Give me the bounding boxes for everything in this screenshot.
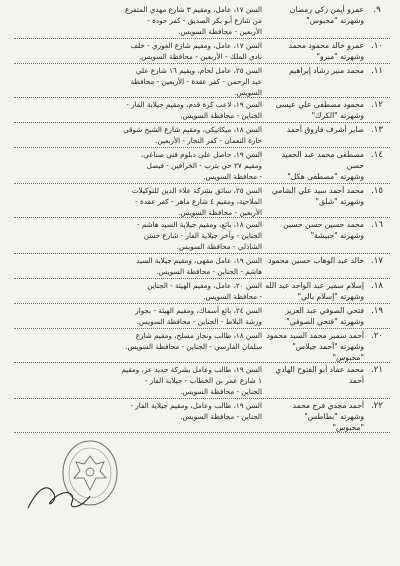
defendant-name: خالد عبد الوهاب حسين محمود xyxy=(268,256,364,265)
defendant-details: السن ١٧، عامل، ومقيم ٣ شارع مهدي المتفرع من شارع أبو بكر الصديق - كفر حودة - الأربعين - محافظة السويس. xyxy=(125,5,262,36)
row-number: ٢١. xyxy=(371,365,383,375)
defendant-details: السن ٢٤، بائع أسماك، ومقيم الهيئة - بجوار ورشة البلاط - الجناين - محافظة السويس. xyxy=(135,306,262,326)
row-number: ١٧. xyxy=(371,256,383,266)
defendant-name: محمد عماد أبو الفتوح الهادي أحمد xyxy=(275,365,364,385)
defendant-name: عمرو خالد محمود محمد وشهرته "ميرو" xyxy=(288,41,364,61)
row-divider xyxy=(14,303,390,304)
defendant-row xyxy=(14,99,390,124)
row-divider xyxy=(14,38,390,39)
row-number: ١٢. xyxy=(371,100,383,110)
defendant-name: عمرو أيمن زكي رمضان وشهرته "محبوس" xyxy=(289,5,364,25)
defendant-row xyxy=(14,4,390,40)
defendant-details: السن ١٩، طالب وعامل، ومقيم جيلاية الفار - الجناين - محافظة السويس. xyxy=(130,401,262,421)
defendant-name: محمد أحمد سيد علي الشامي وشهرته "شلق" xyxy=(271,186,364,206)
defendant-name: فتحي الصوفي عبد العزيز وشهرته "فتحي الصوفي" xyxy=(285,306,364,326)
row-divider xyxy=(14,217,390,218)
defendant-details: السن ١٩، طالب وعامل بشركة حديد عز، ومقيم ١ شارع عمر بن الخطاب - جيلاية الفار - الجناين - محافظة السويس. xyxy=(121,365,262,396)
defendant-name: محمود مصطفى علي عيسى وشهرته "الكرك" xyxy=(275,100,364,120)
defendant-row xyxy=(14,255,390,280)
row-divider xyxy=(14,63,390,64)
defendant-name: صابر أشرف فاروق أحمد xyxy=(286,125,364,134)
row-number: ١٤. xyxy=(371,150,383,160)
row-divider xyxy=(14,362,390,363)
row-number: ١٦. xyxy=(371,220,383,230)
defendant-details: السن ١٨، طالب ونجار مسلح، ومقيم شارع سلمان الفارسي - الجناين - محافظة السويس. xyxy=(125,331,262,351)
defendant-name: أحمد سمير محمد السيد محمود وشهرته "أحمد جيلاس" "محبوس" xyxy=(266,331,364,362)
row-number: ١٨. xyxy=(371,281,383,291)
defendant-row xyxy=(14,65,390,99)
row-divider xyxy=(14,183,390,184)
defendant-name: مصطفى محمد عبد الحميد حسن وشهرته "مصطفى هكل" xyxy=(281,150,364,181)
defendant-details: السن ١٩، لاعب كرة قدم، ومقيم جيلاية الفار - الجناين - محافظة السويس. xyxy=(126,100,262,120)
defendant-row xyxy=(14,330,390,364)
row-number: ٢٢. xyxy=(371,401,383,411)
defendant-name: محمد حسين حسن حسين وشهرته "حبيشة" xyxy=(283,220,364,240)
defendant-details: السن ٢٠، عامل، ومقيم الهيئة - الجناين - محافظة السويس. xyxy=(147,281,262,301)
defendant-row xyxy=(14,124,390,149)
defendant-row xyxy=(14,40,390,65)
defendant-name: أحمد مجدي فرج محمد وشهرته "بطاطس" "محبوس" xyxy=(292,401,364,432)
defendant-details: السن ١٩، عامل مقهى، ومقيم جيلاية السيد هاشم - الجناين - محافظة السويس. xyxy=(136,256,262,276)
row-divider xyxy=(14,432,390,433)
row-number: ٢٠. xyxy=(371,331,383,341)
row-divider xyxy=(14,97,390,98)
row-number: ١٩. xyxy=(371,306,383,316)
row-divider xyxy=(14,398,390,399)
defendant-row xyxy=(14,219,390,255)
row-number: ١٥. xyxy=(371,186,383,196)
row-divider xyxy=(14,253,390,254)
defendant-row xyxy=(14,149,390,185)
row-divider xyxy=(14,147,390,148)
row-number: ١١. xyxy=(371,66,383,76)
row-number: ٩. xyxy=(373,5,381,15)
defendant-name: محمد منير رشاد إبراهيم xyxy=(288,66,364,75)
defendant-row xyxy=(14,305,390,330)
row-divider xyxy=(14,122,390,123)
defendant-details: السن ١٩، حاصل على دبلوم فني صناعي، ومقيم ٢٧ حي بترب - الخرافين - فيصل - محافظة السويس. xyxy=(140,150,262,181)
defendants-list xyxy=(14,4,390,434)
row-divider xyxy=(14,278,390,279)
defendant-row xyxy=(14,400,390,434)
defendant-details: السن ١٨، بائع، ومقيم جيلاية السيد هاشم - الجناين - وأخر جيلاية الفار - شارع حسن الشاذلي - محافظة السويس. xyxy=(136,220,262,251)
defendant-row xyxy=(14,364,390,400)
defendant-details: السن ٢٥، عامل لحام، ويقيم ١٦ شارع علي عبد الرحمن - كفر عقدة - الأربعين - محافظة السويس. xyxy=(130,66,262,97)
row-divider xyxy=(14,328,390,329)
defendant-row xyxy=(14,280,390,305)
defendant-details: السن ١٧، عامل، ومقيم شارع الغوري - خلف نادي الملك - الأربعين - محافظة السويس. xyxy=(130,41,262,61)
defendant-row xyxy=(14,185,390,219)
row-number: ١٠. xyxy=(371,41,383,51)
defendant-name: إسلام سمير عبد الواحد عبد الله وشهرته "إسلام بالي" xyxy=(265,281,364,301)
row-number: ١٣. xyxy=(371,125,383,135)
defendant-details: السن ٢٥، سائق بشركة علاء الدين للتوكيلات الملاحية، ومقيم ٤ شارع ماهر - كفر عقدة - الأربعين - محافظة السويس. xyxy=(131,186,262,217)
handwritten-signature xyxy=(24,478,94,518)
defendant-details: السن ١٨، ميكانيكي، ومقيم شارع الشيخ شوقي حارة النعمان - كفر النجار - الأربعين. xyxy=(123,125,262,145)
